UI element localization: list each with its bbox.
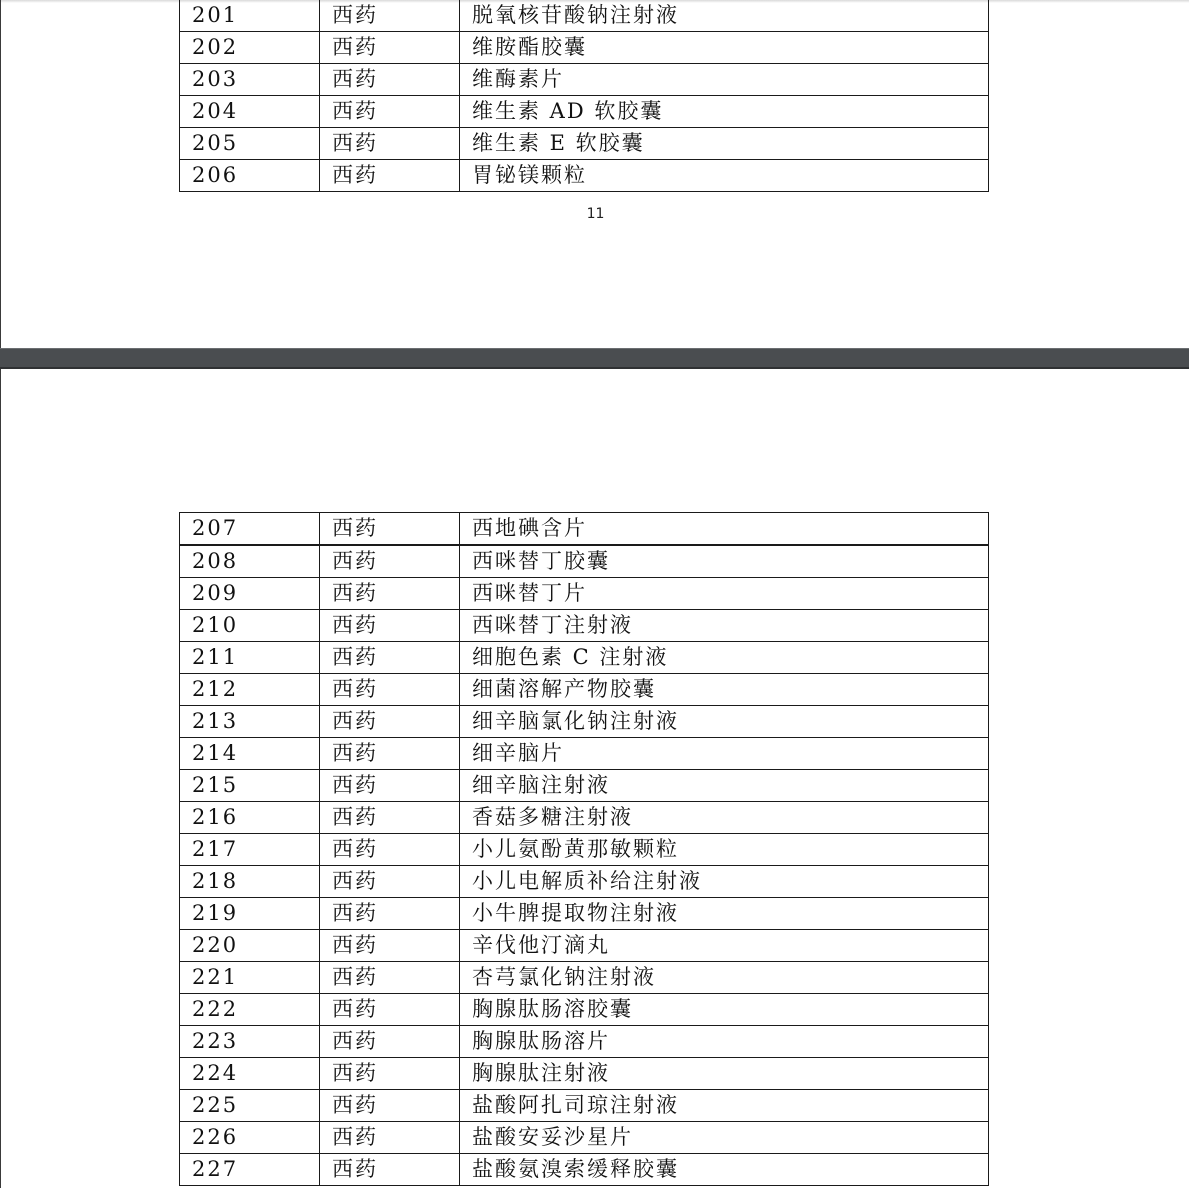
- cell-number: 221: [180, 962, 320, 994]
- cell-category: 西药: [320, 994, 460, 1026]
- cell-drug-name: 小牛脾提取物注射液: [460, 898, 989, 930]
- cell-drug-name: 维生素 AD 软胶囊: [460, 96, 989, 128]
- cell-drug-name: 细辛脑氯化钠注射液: [460, 706, 989, 738]
- cell-drug-name: 盐酸氨溴索缓释胶囊: [460, 1154, 989, 1186]
- cell-drug-name: 辛伐他汀滴丸: [460, 930, 989, 962]
- table-row: [180, 1154, 989, 1186]
- cell-number: 206: [180, 160, 320, 192]
- cell-drug-name: 维酶素片: [460, 64, 989, 96]
- cell-category: 西药: [320, 866, 460, 898]
- table-row: [180, 128, 989, 160]
- cell-number: 214: [180, 738, 320, 770]
- cell-drug-name: 盐酸安妥沙星片: [460, 1122, 989, 1154]
- table-row: [180, 994, 989, 1026]
- cell-drug-name: 胃铋镁颗粒: [460, 160, 989, 192]
- cell-number: 217: [180, 834, 320, 866]
- table-row: [180, 1058, 989, 1090]
- cell-drug-name: 小儿氨酚黄那敏颗粒: [460, 834, 989, 866]
- cell-number: 210: [180, 610, 320, 642]
- cell-drug-name: 胸腺肽注射液: [460, 1058, 989, 1090]
- cell-number: 209: [180, 578, 320, 610]
- table-row: [180, 834, 989, 866]
- cell-category: 西药: [320, 1154, 460, 1186]
- cell-number: 227: [180, 1154, 320, 1186]
- cell-category: 西药: [320, 962, 460, 994]
- cell-number: 222: [180, 994, 320, 1026]
- table-row: [180, 898, 989, 930]
- cell-drug-name: 香菇多糖注射液: [460, 802, 989, 834]
- cell-category: 西药: [320, 96, 460, 128]
- cell-number: 224: [180, 1058, 320, 1090]
- cell-drug-name: 维生素 E 软胶囊: [460, 128, 989, 160]
- table-row: [180, 706, 989, 738]
- table-row: [180, 866, 989, 898]
- cell-drug-name: 盐酸阿扎司琼注射液: [460, 1090, 989, 1122]
- cell-category: 西药: [320, 610, 460, 642]
- cell-drug-name: 胸腺肽肠溶胶囊: [460, 994, 989, 1026]
- cell-number: 207: [180, 513, 320, 546]
- cell-category: 西药: [320, 0, 460, 32]
- table-row: [180, 0, 989, 32]
- page-separator: [0, 348, 1189, 369]
- table-row: [180, 642, 989, 674]
- cell-drug-name: 细胞色素 C 注射液: [460, 642, 989, 674]
- cell-number: 205: [180, 128, 320, 160]
- cell-number: 212: [180, 674, 320, 706]
- cell-category: 西药: [320, 898, 460, 930]
- cell-category: 西药: [320, 834, 460, 866]
- cell-drug-name: 小儿电解质补给注射液: [460, 866, 989, 898]
- cell-number: 225: [180, 1090, 320, 1122]
- cell-drug-name: 西咪替丁片: [460, 578, 989, 610]
- cell-number: 203: [180, 64, 320, 96]
- document-page-12: [0, 369, 1189, 1188]
- table-row: [180, 610, 989, 642]
- cell-category: 西药: [320, 1122, 460, 1154]
- document-page-11: [0, 0, 1189, 348]
- drug-list-table-page-11: [179, 0, 989, 192]
- cell-category: 西药: [320, 930, 460, 962]
- table-row: [180, 1026, 989, 1058]
- table-row: [180, 1090, 989, 1122]
- table-row: [180, 513, 989, 546]
- cell-category: 西药: [320, 738, 460, 770]
- table-row: [180, 930, 989, 962]
- table-row: [180, 802, 989, 834]
- cell-number: 226: [180, 1122, 320, 1154]
- cell-category: 西药: [320, 642, 460, 674]
- cell-category: 西药: [320, 802, 460, 834]
- table-row: [180, 1122, 989, 1154]
- table-row: [180, 545, 989, 578]
- cell-drug-name: 细辛脑注射液: [460, 770, 989, 802]
- table-row: [180, 96, 989, 128]
- cell-category: 西药: [320, 32, 460, 64]
- cell-category: 西药: [320, 160, 460, 192]
- cell-drug-name: 细菌溶解产物胶囊: [460, 674, 989, 706]
- cell-drug-name: 脱氧核苷酸钠注射液: [460, 0, 989, 32]
- cell-number: 204: [180, 96, 320, 128]
- cell-category: 西药: [320, 706, 460, 738]
- cell-number: 202: [180, 32, 320, 64]
- cell-number: 218: [180, 866, 320, 898]
- cell-number: 211: [180, 642, 320, 674]
- table-row: [180, 578, 989, 610]
- cell-category: 西药: [320, 513, 460, 546]
- table-row: [180, 674, 989, 706]
- cell-drug-name: 杏芎氯化钠注射液: [460, 962, 989, 994]
- cell-number: 219: [180, 898, 320, 930]
- cell-number: 223: [180, 1026, 320, 1058]
- page-number: 11: [586, 206, 605, 222]
- table-row: [180, 32, 989, 64]
- cell-number: 208: [180, 545, 320, 578]
- cell-category: 西药: [320, 128, 460, 160]
- table-row: [180, 770, 989, 802]
- cell-number: 215: [180, 770, 320, 802]
- cell-drug-name: 细辛脑片: [460, 738, 989, 770]
- cell-number: 220: [180, 930, 320, 962]
- cell-drug-name: 西咪替丁注射液: [460, 610, 989, 642]
- cell-category: 西药: [320, 578, 460, 610]
- cell-number: 216: [180, 802, 320, 834]
- table-row: [180, 962, 989, 994]
- cell-category: 西药: [320, 1058, 460, 1090]
- table-row: [180, 64, 989, 96]
- table-row: [180, 160, 989, 192]
- cell-category: 西药: [320, 1026, 460, 1058]
- cell-drug-name: 西地碘含片: [460, 513, 989, 546]
- cell-category: 西药: [320, 1090, 460, 1122]
- cell-category: 西药: [320, 674, 460, 706]
- cell-number: 201: [180, 0, 320, 32]
- cell-category: 西药: [320, 545, 460, 578]
- cell-drug-name: 西咪替丁胶囊: [460, 545, 989, 578]
- cell-drug-name: 维胺酯胶囊: [460, 32, 989, 64]
- table-row: [180, 738, 989, 770]
- drug-list-table-page-12: [179, 512, 989, 1186]
- cell-category: 西药: [320, 770, 460, 802]
- cell-drug-name: 胸腺肽肠溶片: [460, 1026, 989, 1058]
- cell-category: 西药: [320, 64, 460, 96]
- cell-number: 213: [180, 706, 320, 738]
